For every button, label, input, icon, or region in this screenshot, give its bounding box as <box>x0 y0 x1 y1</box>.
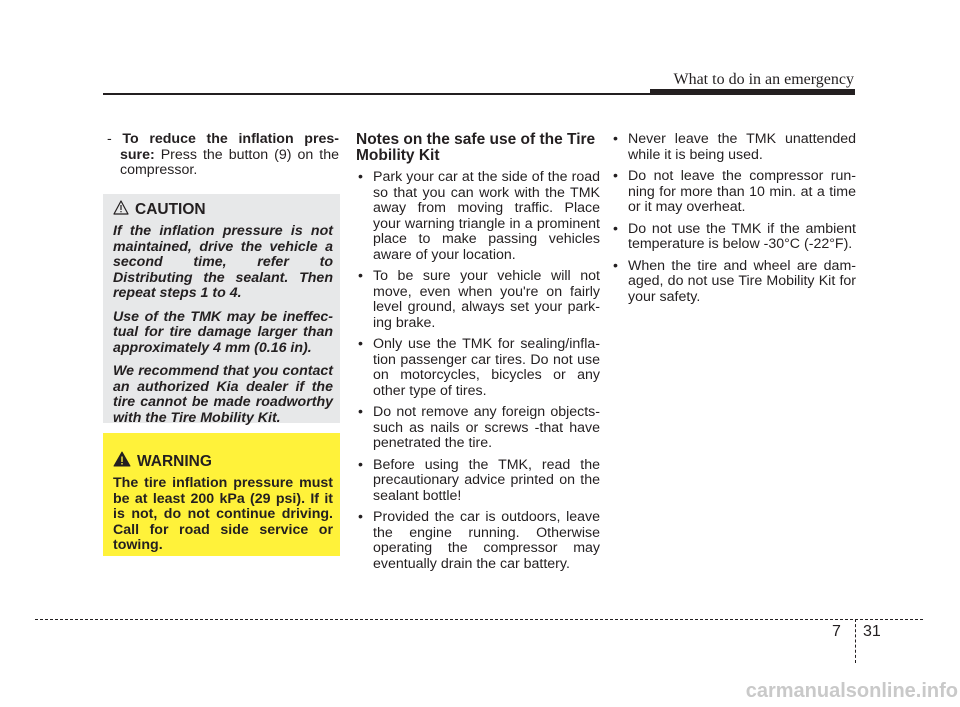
notes-list <box>356 170 600 572</box>
page-header-title: What to do in an emergency <box>673 71 854 88</box>
header-tab <box>650 89 855 95</box>
list-item-text: Park your car at the side of the road so that you can work with the TMK away from moving traffic. Place your warning triangle in a prominent place to make passing vehicles aware of your location. <box>373 169 600 263</box>
page-number: 31 <box>863 623 881 640</box>
caution-triangle-icon <box>113 200 129 220</box>
caution-paragraph: Use of the TMK may be ineffec-tual for tire damage larger than approximately 4 mm (0.16 in). <box>113 308 333 356</box>
list-item <box>356 337 600 399</box>
warning-box <box>103 433 340 556</box>
bullet-glyph: • <box>613 220 618 237</box>
footer-vertical-rule <box>855 619 856 663</box>
list-item <box>611 259 856 306</box>
list-item-text: To be sure your vehicle will not move, even when you're on fairly level ground, always set your park-ing brake. <box>373 268 600 331</box>
caution-heading-label: CAUTION <box>135 201 206 218</box>
dash-item-text: Press the button (9) on the compressor. <box>120 146 339 178</box>
list-item <box>611 169 856 216</box>
notes-list-continued <box>611 132 856 305</box>
bullet-glyph: • <box>358 169 363 185</box>
dash-item-label: To reduce the inflation pres-sure: <box>120 131 339 163</box>
section-title: Notes on the safe use of the Tire Mobility Kit <box>356 131 596 164</box>
bullet-glyph: • <box>613 168 618 184</box>
bullet-glyph: • <box>613 257 618 274</box>
warning-heading <box>113 451 333 472</box>
list-item-text: Never leave the TMK unattended while it is being used. <box>628 131 856 163</box>
list-item <box>356 269 600 331</box>
dash-glyph: - <box>107 131 112 147</box>
list-item-text: Do not leave the compressor run-ning for more than 10 min. at a time or it may overheat. <box>628 168 856 215</box>
watermark-text: carmanualsonline.info <box>745 680 958 702</box>
list-item-text: When the tire and wheel are dam-aged, do not use Tire Mobility Kit for your safety. <box>628 257 856 305</box>
list-item <box>356 458 600 505</box>
list-item-text: Do not use the TMK if the ambient temperature is below -30°C (-22°F). <box>628 220 856 252</box>
list-item <box>611 222 856 253</box>
list-item-text: Do not remove any foreign objects-such as nails or screws -that have penetrated the tire. <box>373 404 600 451</box>
column-left <box>103 132 339 179</box>
caution-box <box>103 194 340 426</box>
list-item <box>356 405 600 452</box>
footer-dashed-rule <box>35 619 923 620</box>
list-item-text: Only use the TMK for sealing/infla-tion passenger car tires. Do not use on motorcycles, bicycles or any other type of tires. <box>373 336 600 399</box>
list-item <box>356 510 600 572</box>
list-item <box>611 132 856 163</box>
warning-text: The tire inflation pressure must be at least 200 kPa (29 psi). If it is not, do not continue driving. Call for road side service or towing. <box>113 475 333 553</box>
column-right <box>611 132 856 311</box>
list-item <box>356 170 600 263</box>
bullet-glyph: • <box>358 456 363 473</box>
dash-item-reduce-pressure <box>103 132 339 179</box>
bullet-glyph: • <box>358 509 363 525</box>
chapter-number: 7 <box>832 623 841 640</box>
bullet-glyph: • <box>358 336 363 352</box>
warning-triangle-icon <box>113 451 131 472</box>
caution-paragraph: We recommend that you contact an authorized Kia dealer if the tire cannot be made roadworthy with the Tire Mobility Kit. <box>113 363 333 426</box>
bullet-glyph: • <box>358 404 363 420</box>
list-item-text: Before using the TMK, read the precautionary advice printed on the sealant bottle! <box>373 456 600 504</box>
warning-heading-label: WARNING <box>137 452 212 470</box>
column-middle <box>356 132 600 578</box>
bullet-glyph: • <box>613 131 618 147</box>
list-item-text: Provided the car is outdoors, leave the engine running. Otherwise operating the compressor may eventually drain the car battery. <box>373 509 600 572</box>
bullet-glyph: • <box>358 268 363 284</box>
caution-paragraph: If the inflation pressure is not maintained, drive the vehicle a second time, refer to Distributing the sealant. Then repeat steps 1 to 4. <box>113 223 333 301</box>
caution-heading <box>113 200 333 220</box>
